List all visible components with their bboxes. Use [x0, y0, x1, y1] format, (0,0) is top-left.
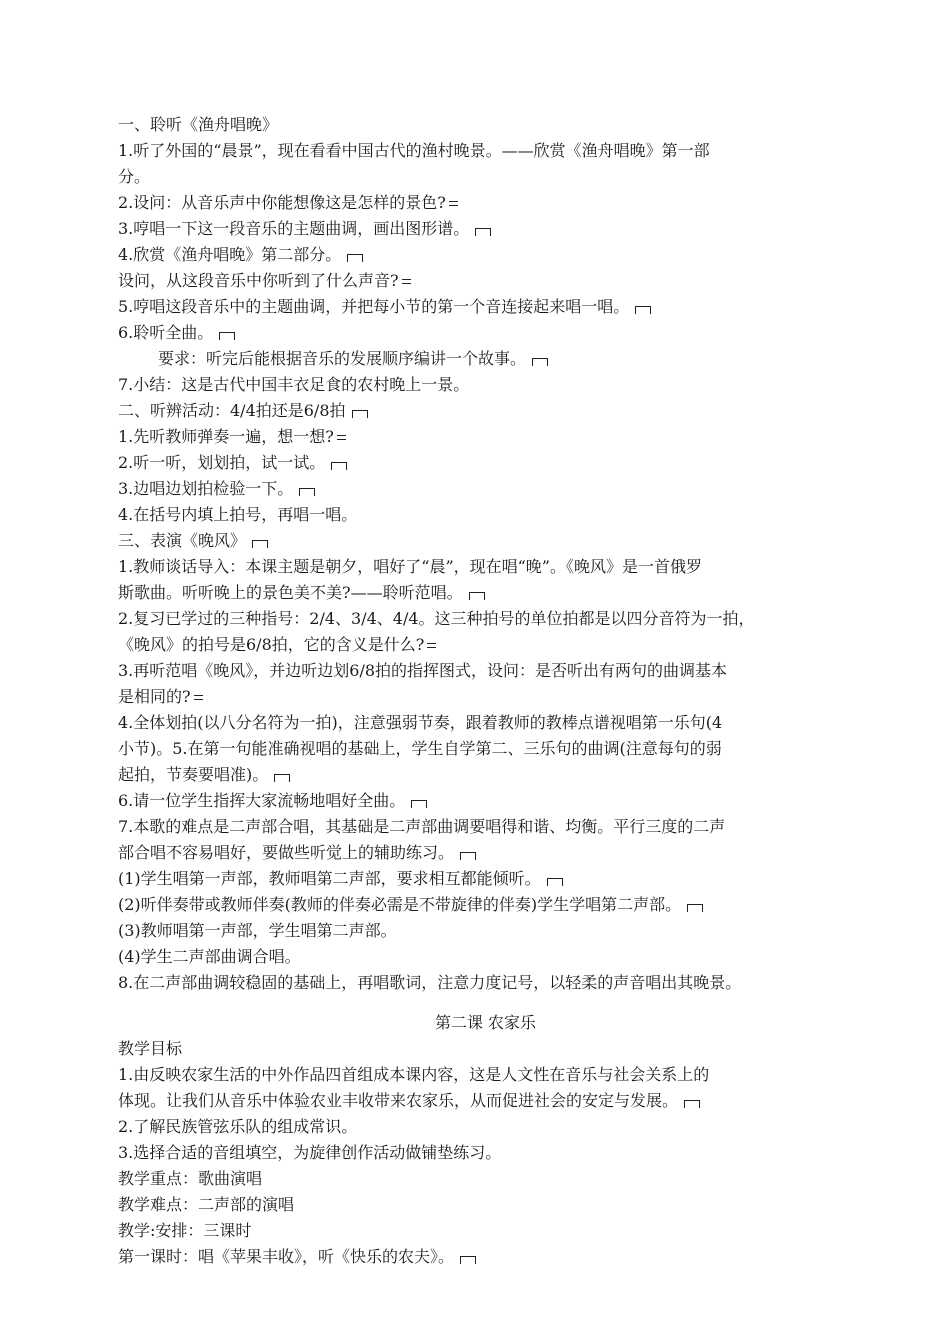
- line-text: 1.听了外国的“晨景”，现在看看中国古代的渔村晚景。——欣赏《渔舟唱晚》第一部: [118, 141, 710, 160]
- text-line: [118, 736, 853, 762]
- line-text: 4.全体划拍(以八分名符为一拍)，注意强弱节奏，跟着教师的教棒点谱视唱第一乐句(4: [118, 713, 723, 732]
- text-line: [118, 320, 853, 346]
- line-text: 教学重点：歌曲演唱: [118, 1169, 263, 1188]
- revision-mark-icon: [635, 306, 651, 314]
- revision-mark-icon: [219, 332, 235, 340]
- line-text: 三、表演《晚风》: [118, 531, 247, 550]
- text-line: [118, 476, 853, 502]
- revision-mark-icon: [352, 410, 368, 418]
- revision-mark-icon: [684, 1100, 700, 1108]
- line-text: 7.小结：这是古代中国丰衣足食的农村晚上一景。: [118, 375, 470, 394]
- text-line: [118, 1244, 853, 1270]
- line-text: 二、听辨活动：4/4拍还是6/8拍: [118, 401, 346, 420]
- text-line: [118, 502, 853, 528]
- text-line: [118, 164, 853, 190]
- line-text: 2.设问：从音乐声中你能想像这是怎样的景色?: [118, 193, 446, 212]
- equal-mark-icon: [449, 201, 458, 206]
- text-line: [118, 1166, 853, 1192]
- text-line: [118, 814, 853, 840]
- text-line: [118, 190, 853, 216]
- line-text: 设问，从这段音乐中你听到了什么声音?: [118, 271, 399, 290]
- line-text: 2.听一听，划划拍，试一试。: [118, 453, 326, 472]
- section-heading: 第二课 农家乐: [434, 1013, 537, 1032]
- line-text: 《晚风》的拍号是6/8拍，它的含义是什么?: [118, 635, 425, 654]
- text-line: [118, 1088, 853, 1114]
- text-line: [118, 138, 853, 164]
- text-line: [118, 294, 853, 320]
- line-text: 4.欣赏《渔舟唱晚》第二部分。: [118, 245, 342, 264]
- text-line: [118, 762, 853, 788]
- document-page: [118, 112, 853, 1270]
- text-line: [118, 944, 853, 970]
- revision-mark-icon: [347, 254, 363, 262]
- text-line: [118, 268, 853, 294]
- text-line: [118, 112, 853, 138]
- text-line: [118, 892, 853, 918]
- equal-mark-icon: [427, 643, 436, 648]
- equal-mark-icon: [194, 695, 203, 700]
- revision-mark-icon: [460, 1256, 476, 1264]
- line-text: (3)教师唱第一声部，学生唱第二声部。: [118, 921, 397, 940]
- text-line: [118, 372, 853, 398]
- text-line: [118, 424, 853, 450]
- line-text: 3.哼唱一下这一段音乐的主题曲调，画出图形谱。: [118, 219, 470, 238]
- line-text: 起拍，节奏要唱准)。: [118, 765, 269, 784]
- revision-mark-icon: [460, 852, 476, 860]
- line-text: 教学:安排：三课时: [118, 1221, 252, 1240]
- line-text: 体现。让我们从音乐中体验农业丰收带来农家乐，从而促进社会的安定与发展。: [118, 1091, 679, 1110]
- equal-mark-icon: [402, 279, 411, 284]
- line-text: 7.本歌的难点是二声部合唱，其基础是二声部曲调要唱得和谐、均衡。平行三度的二声: [118, 817, 726, 836]
- lesson-two-section: [118, 1036, 853, 1270]
- text-line: [118, 346, 853, 372]
- line-text: 6.聆听全曲。: [118, 323, 214, 342]
- text-line: [118, 1062, 853, 1088]
- revision-mark-icon: [547, 878, 563, 886]
- line-text: 6.请一位学生指挥大家流畅地唱好全曲。: [118, 791, 406, 810]
- text-line: [118, 684, 853, 710]
- line-text: 一、聆听《渔舟唱晚》: [118, 115, 279, 134]
- text-line: [118, 1218, 853, 1244]
- revision-mark-icon: [411, 800, 427, 808]
- line-text: 小节)。5.在第一句能准确视唱的基础上，学生自学第二、三乐句的曲调(注意每句的弱: [118, 739, 722, 758]
- line-text: 分。: [118, 167, 151, 186]
- line-text: 1.先听教师弹奏一遍，想一想?: [118, 427, 334, 446]
- line-text: 教学目标: [118, 1039, 183, 1058]
- text-line: [118, 398, 853, 424]
- text-line: [118, 918, 853, 944]
- text-line: [118, 1192, 853, 1218]
- line-text: (4)学生二声部曲调合唱。: [118, 947, 301, 966]
- revision-mark-icon: [475, 228, 491, 236]
- text-line: [118, 970, 853, 996]
- revision-mark-icon: [687, 904, 703, 912]
- line-text: 2.了解民族管弦乐队的组成常识。: [118, 1117, 358, 1136]
- text-line: [118, 710, 853, 736]
- line-text: 1.教师谈话导入：本课主题是朝夕，唱好了“晨”，现在唱“晚”。《晚风》是一首俄罗: [118, 557, 702, 576]
- line-text: 教学难点：二声部的演唱: [118, 1195, 295, 1214]
- revision-mark-icon: [299, 488, 315, 496]
- line-text: 第一课时：唱《苹果丰收》，听《快乐的农夫》。: [118, 1247, 455, 1266]
- line-text: 1.由反映农家生活的中外作品四首组成本课内容，这是人文性在音乐与社会关系上的: [118, 1065, 710, 1084]
- line-text: 3.再听范唱《晚风》，并边听边划6/8拍的指挥图式，设问：是否听出有两句的曲调基本: [118, 661, 728, 680]
- text-line: [118, 788, 853, 814]
- text-line: [118, 1140, 853, 1166]
- line-text: (2)听伴奏带或教师伴奏(教师的伴奏必需是不带旋律的伴奏)学生学唱第二声部。: [118, 895, 682, 914]
- lesson-one-section: [118, 112, 853, 996]
- text-line: [118, 554, 853, 580]
- line-text: 斯歌曲。听听晚上的景色美不美?——聆听范唱。: [118, 583, 463, 602]
- line-text: 2.复习已学过的三种指号：2/4、3/4、4/4。这三种拍号的单位拍都是以四分音符为一拍，: [118, 609, 755, 628]
- line-text: 4.在括号内填上拍号，再唱一唱。: [118, 505, 358, 524]
- text-line: [118, 216, 853, 242]
- text-line: [118, 658, 853, 684]
- line-text: (1)学生唱第一声部，教师唱第二声部，要求相互都能倾听。: [118, 869, 541, 888]
- text-line: [118, 866, 853, 892]
- line-text: 3.选择合适的音组填空，为旋律创作活动做铺垫练习。: [118, 1143, 502, 1162]
- text-line: [118, 242, 853, 268]
- line-text: 是相同的?: [118, 687, 191, 706]
- revision-mark-icon: [469, 592, 485, 600]
- revision-mark-icon: [252, 540, 268, 548]
- line-text: 5.哼唱这段音乐中的主题曲调，并把每小节的第一个音连接起来唱一唱。: [118, 297, 630, 316]
- equal-mark-icon: [337, 435, 346, 440]
- revision-mark-icon: [532, 358, 548, 366]
- text-line: [118, 840, 853, 866]
- revision-mark-icon: [331, 462, 347, 470]
- line-text: 部合唱不容易唱好，要做些听觉上的辅助练习。: [118, 843, 455, 862]
- text-line: [118, 528, 853, 554]
- text-line: [118, 450, 853, 476]
- text-line: [118, 1036, 853, 1062]
- text-line: [118, 580, 853, 606]
- line-text: 要求：听完后能根据音乐的发展顺序编讲一个故事。: [158, 349, 527, 368]
- line-text: 3.边唱边划拍检验一下。: [118, 479, 294, 498]
- text-line: [118, 606, 853, 632]
- text-line: [118, 632, 853, 658]
- line-text: 8.在二声部曲调较稳固的基础上，再唱歌词，注意力度记号，以轻柔的声音唱出其晚景。: [118, 973, 742, 992]
- revision-mark-icon: [274, 774, 290, 782]
- text-line: [118, 1114, 853, 1140]
